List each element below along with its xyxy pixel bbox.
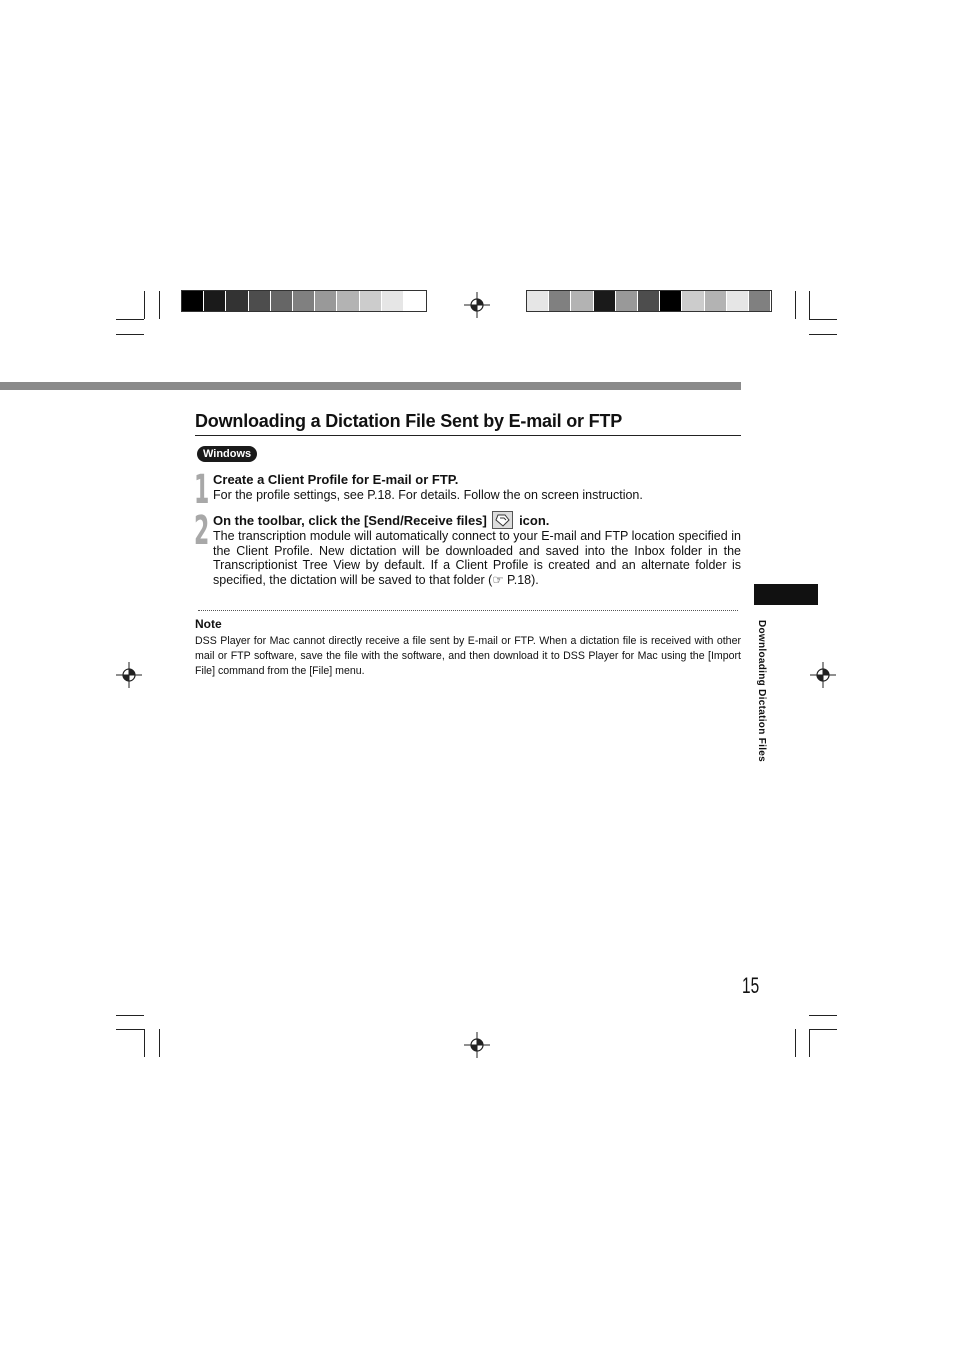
- color-swatch: [315, 291, 337, 311]
- color-swatch: [727, 291, 749, 311]
- note-heading: Note: [195, 617, 222, 631]
- registration-mark-icon: [116, 662, 142, 688]
- step-heading-text: On the toolbar, click the [Send/Receive files]: [213, 513, 487, 528]
- os-badge: Windows: [197, 446, 257, 462]
- step-number: 2: [194, 508, 208, 554]
- color-swatch: [571, 291, 593, 311]
- section-title: Downloading a Dictation File Sent by E-mail or FTP: [195, 411, 623, 431]
- color-swatch: [749, 291, 771, 311]
- title-underline: [195, 435, 741, 436]
- color-swatch: [705, 291, 727, 311]
- color-swatch: [594, 291, 616, 311]
- step-heading: Create a Client Profile for E-mail or FTP.: [213, 472, 459, 487]
- step-heading: [213, 511, 549, 529]
- step-body: For the profile settings, see P.18. For details. Follow the on screen instruction.: [213, 488, 643, 502]
- color-swatch: [682, 291, 704, 311]
- side-tab-label: Downloading Dictation Files: [756, 620, 767, 762]
- chapter-tab: [754, 584, 818, 605]
- color-swatch: [293, 291, 315, 311]
- send-receive-files-icon: [492, 511, 513, 529]
- color-swatch: [182, 291, 204, 311]
- color-swatch: [226, 291, 248, 311]
- step-number: 1: [194, 467, 208, 513]
- color-swatch: [249, 291, 271, 311]
- color-calibration-bar-left: [181, 290, 427, 312]
- color-swatch: [360, 291, 382, 311]
- registration-mark-icon: [464, 292, 490, 318]
- color-swatch: [660, 291, 682, 311]
- color-swatch: [638, 291, 660, 311]
- step-body: The transcription module will automatically connect to your E-mail and FTP location specified in the Client Profile. New dictation will be downloaded and saved into the Inbox folder in the Transcriptionist Tree View by default. If a Client Profile is created and an alternate folder is specified, the dictation will be saved to that folder (☞ P.18).: [213, 529, 741, 588]
- step-heading-text: icon.: [519, 513, 550, 528]
- color-calibration-bar-right: [526, 290, 772, 312]
- page-number: 15: [742, 973, 760, 998]
- registration-mark-icon: [464, 1032, 490, 1058]
- color-swatch: [404, 291, 426, 311]
- note-divider: [198, 610, 738, 611]
- color-swatch: [382, 291, 404, 311]
- color-swatch: [549, 291, 571, 311]
- color-swatch: [527, 291, 549, 311]
- color-swatch: [337, 291, 359, 311]
- header-band: [0, 382, 741, 390]
- registration-mark-icon: [810, 662, 836, 688]
- note-body: DSS Player for Mac cannot directly receive a file sent by E-mail or FTP. When a dictation file is received with other mail or FTP software, save the file with the software, and then download it to DSS Player for Mac using the [Import File] command from the [File] menu.: [195, 635, 741, 677]
- color-swatch: [616, 291, 638, 311]
- color-swatch: [271, 291, 293, 311]
- color-swatch: [204, 291, 226, 311]
